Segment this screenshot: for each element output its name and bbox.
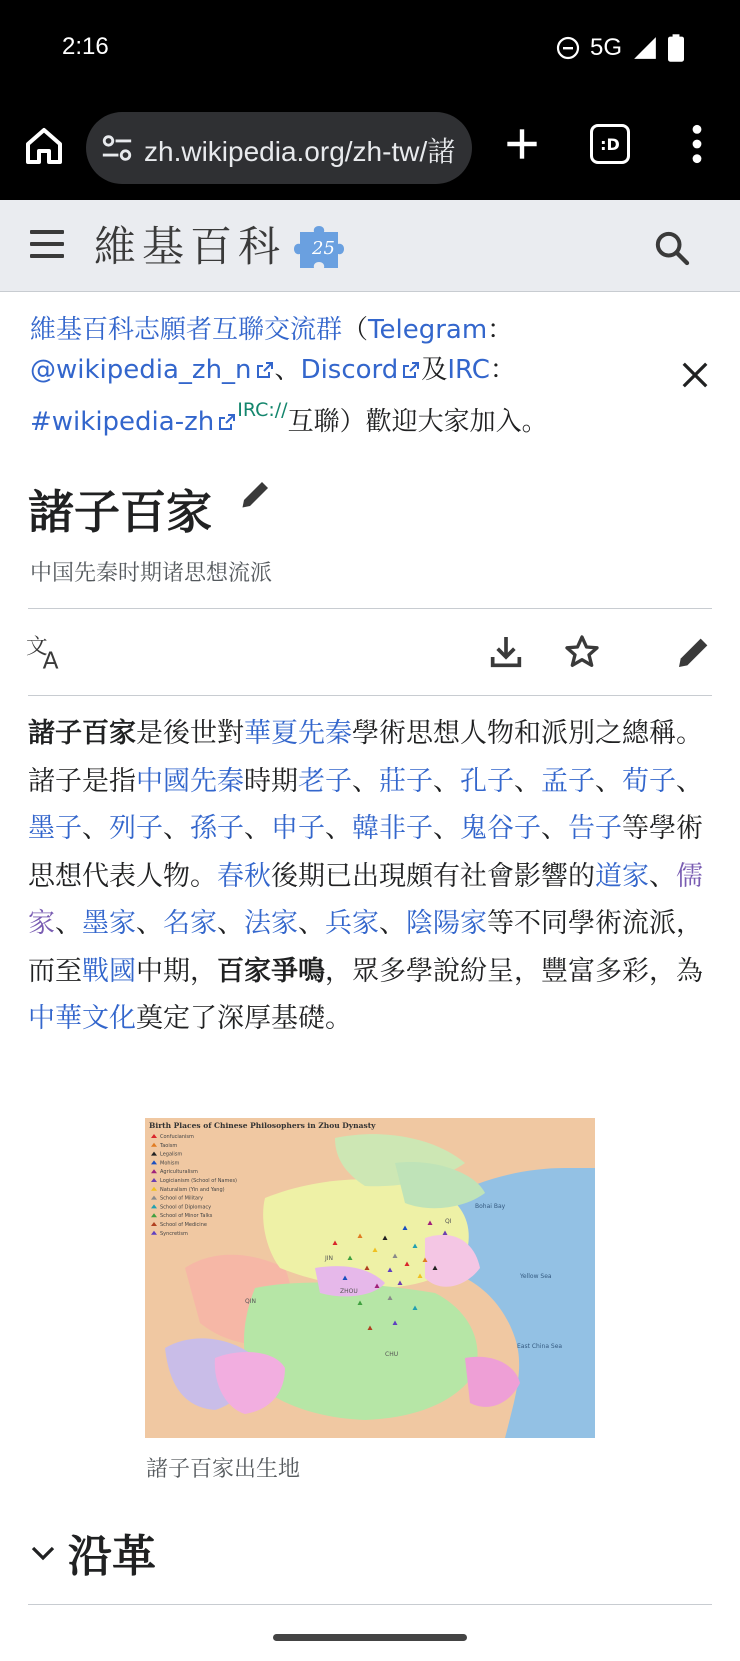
map-region-label: Yellow Sea [520, 1273, 552, 1280]
legend-label: School of Medicine [160, 1222, 207, 1228]
article-link[interactable]: 中國先秦 [136, 765, 244, 797]
text: 、 [379, 908, 406, 939]
legend-label: Syncretism [160, 1230, 188, 1237]
map-region-label: QI [445, 1218, 452, 1225]
text: 、 [82, 813, 109, 844]
text: 等學術思想代表人物。 [28, 813, 703, 892]
edit-icon[interactable] [674, 632, 714, 672]
status-bar [0, 0, 740, 100]
wikipedia-25-puzzle-logo [292, 218, 350, 274]
text: 、 [163, 813, 190, 844]
telegram-handle-link[interactable]: @wikipedia_zh_n [30, 355, 252, 385]
figure-caption: 諸子百家出生地 [146, 1457, 301, 1482]
site-notice [30, 310, 650, 442]
battery-icon [668, 34, 684, 62]
philosophers-map-image[interactable] [145, 1118, 595, 1438]
external-link-icon [255, 360, 275, 380]
legend-label: Agriculturalism [160, 1169, 198, 1176]
chevron-down-icon[interactable] [28, 1538, 58, 1568]
language-icon[interactable] [26, 632, 66, 672]
article-link[interactable]: 中華文化 [28, 1003, 136, 1034]
banner-text: ： [489, 355, 516, 385]
article-link[interactable]: 墨子 [28, 813, 82, 844]
home-icon[interactable] [20, 122, 68, 170]
banner-text: （ [342, 315, 369, 345]
search-icon[interactable] [652, 228, 692, 268]
legend-label: Mohism [160, 1160, 180, 1167]
text: 、 [433, 813, 460, 844]
svg-text:A: A [42, 646, 59, 672]
text: 、 [136, 908, 163, 939]
text: 後期已出現頗有社會影響的 [271, 860, 595, 892]
article-link[interactable]: 孔子 [460, 765, 514, 797]
map-title: Birth Places of Chinese Philosophers in Zhou Dynasty [149, 1121, 376, 1130]
article-link[interactable]: 墨家 [82, 908, 136, 939]
wiki-header [0, 200, 740, 292]
external-link-icon [217, 412, 237, 432]
banner-text: 及 [421, 355, 448, 385]
text: 、 [325, 813, 352, 844]
text: 、 [676, 765, 703, 797]
article-link[interactable]: 名家 [163, 908, 217, 939]
map-region-label: Bohai Bay [475, 1203, 506, 1210]
edit-pencil-icon[interactable] [238, 476, 274, 512]
text: 、 [55, 908, 82, 939]
article-link[interactable]: 韓非子 [352, 813, 433, 844]
group-link[interactable]: 維基百科志願者互聯交流群 [30, 315, 343, 345]
external-link-icon [401, 360, 421, 380]
network-label: 5G [589, 34, 622, 61]
more-menu-icon[interactable] [682, 122, 712, 166]
telegram-link[interactable]: Telegram [368, 315, 488, 345]
page-title: 諸子百家 [28, 485, 212, 539]
text: 奠定了深厚基礎。 [136, 1003, 352, 1034]
section-heading[interactable]: 沿革 [68, 1531, 156, 1582]
article-link[interactable]: 道家 [595, 860, 649, 892]
text: 、 [595, 765, 622, 797]
legend-label: Confucianism [160, 1134, 194, 1140]
irc-channel-link[interactable]: #wikipedia-zh [30, 407, 215, 437]
text: 、 [244, 813, 271, 844]
legend-label: Naturalism (Yin and Yang) [160, 1186, 225, 1193]
wiki-wordmark[interactable]: 維基百科 [94, 222, 287, 271]
bold-term: 諸子百家 [28, 718, 136, 749]
anniversary-number: 25 [312, 238, 335, 259]
irc-protocol-label: IRC:// [237, 399, 288, 421]
dnd-icon [556, 36, 580, 60]
irc-link[interactable]: IRC [447, 355, 490, 385]
legend-label: School of Military [160, 1195, 204, 1202]
map-region-label: East China Sea [517, 1343, 563, 1350]
status-icons [556, 33, 684, 63]
map-region-label: CHU [385, 1351, 399, 1358]
bold-term: 百家爭鳴 [217, 955, 325, 987]
page-subtitle: 中国先秦时期诸思想流派 [30, 561, 273, 586]
new-tab-icon[interactable] [500, 122, 544, 166]
banner-text: 、 [274, 355, 301, 385]
close-icon[interactable] [680, 360, 710, 390]
text: 、 [649, 860, 676, 892]
banner-text: ： [487, 315, 514, 345]
text: 、 [514, 765, 541, 797]
legend-label: School of Minor Talks [160, 1213, 213, 1220]
url-text[interactable]: zh.wikipedia.org/zh-tw/諸 [144, 136, 456, 167]
text: 、 [298, 908, 325, 939]
article-link[interactable]: 申子 [271, 813, 325, 844]
article-link[interactable]: 荀子 [622, 765, 676, 797]
legend-label: Legalism [160, 1151, 183, 1158]
map-region-label: ZHOU [340, 1288, 358, 1295]
article-link[interactable]: 法家 [244, 908, 298, 939]
map-region-label: JIN [325, 1255, 334, 1262]
banner-text: 互聯）歡迎大家加入。 [287, 407, 548, 437]
text: 是後世對 [136, 718, 244, 749]
discord-link[interactable]: Discord [300, 355, 399, 385]
intro-paragraph [28, 710, 712, 1043]
text: 、 [433, 765, 460, 797]
article-link[interactable]: 孟子 [541, 765, 595, 797]
text: ，眾多學說紛呈，豐富多彩，為 [325, 955, 703, 987]
browser-toolbar [0, 100, 740, 200]
signal-icon [632, 35, 658, 61]
article-link[interactable]: 兵家 [325, 908, 379, 939]
map-region-label: QIN [245, 1298, 256, 1305]
legend-label: Logicianism (School of Names) [160, 1178, 237, 1184]
article-link[interactable]: 儒家 [28, 860, 703, 939]
article-link[interactable]: 戰國 [82, 955, 136, 987]
gesture-nav-bar[interactable] [273, 1634, 467, 1641]
divider [28, 1604, 712, 1605]
site-settings-icon[interactable] [100, 131, 134, 165]
svg-text:文: 文 [26, 634, 48, 660]
text: 等不同學術流派，而至 [28, 908, 703, 987]
divider [28, 695, 712, 696]
status-time: 2:16 [62, 33, 109, 60]
article-link[interactable]: 華夏先秦 [244, 718, 352, 749]
text: 、 [352, 765, 379, 797]
article-link[interactable]: 老子 [298, 765, 352, 797]
url-bar[interactable] [86, 112, 472, 184]
text: 、 [217, 908, 244, 939]
article-link[interactable]: 鬼谷子 [460, 813, 541, 844]
legend-label: School of Diplomacy [160, 1204, 212, 1211]
divider [28, 608, 712, 609]
star-icon[interactable] [562, 632, 602, 672]
text: 、 [541, 813, 568, 844]
text: 中期， [136, 955, 217, 987]
text: 時期 [244, 765, 298, 797]
tab-switcher-button[interactable]: :D [590, 124, 630, 164]
article-link[interactable]: 孫子 [190, 813, 244, 844]
article-link[interactable]: 莊子 [379, 765, 433, 797]
download-icon[interactable] [486, 632, 526, 672]
article-link[interactable]: 陰陽家 [406, 908, 487, 939]
article-link[interactable]: 春秋 [217, 860, 271, 892]
main-menu-icon[interactable] [30, 230, 64, 260]
legend-label: Taoism [160, 1142, 178, 1149]
text: 學術思想人物和派別之總稱。諸子是指 [28, 718, 703, 797]
article-link[interactable]: 列子 [109, 813, 163, 844]
article-link[interactable]: 告子 [568, 813, 622, 844]
